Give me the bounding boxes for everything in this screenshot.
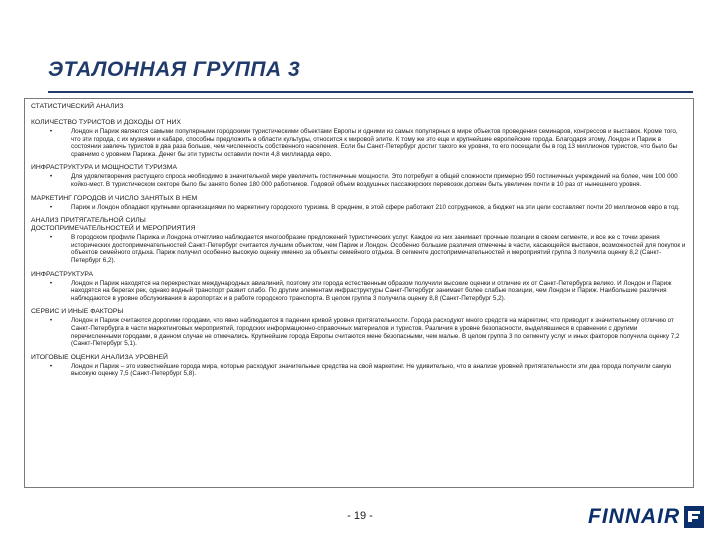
bullet-icon: •	[49, 128, 53, 135]
bullet-icon: •	[49, 279, 53, 287]
list-item	[31, 204, 687, 212]
section-text: Лондон и Париж являются самыми популярными городскими туристическими объектами Европы и одними из самых популярных в мире объектов проведения семинаров, конгрессов и выставок. Кроме того, что эти города, с их музеями и кабаре, способны предложить в области культуры, относится к мировой элите. К тому же это еще и крупнейшие европейские города. Благодаря этому, Лондон и Париж в состоянии завлечь туристов в два раза больше, чем численность собственного населения. Если бы Санкт-Петербург достиг такого же уровня, то его посещали бы в год 13 миллионов туристов, что было бы сравнимо с уровнем Парижа. Денег бы эти туристы оставили почти 4,8 миллиарда евро.	[71, 128, 678, 158]
bullet-icon: •	[49, 317, 53, 325]
title-divider	[48, 91, 693, 93]
section-infrastructure	[31, 271, 687, 303]
section-title: МАРКЕТИНГ ГОРОДОВ И ЧИСЛО ЗАНЯТЫХ В НЕМ	[31, 194, 198, 202]
logo-text: FINNAIR	[588, 505, 681, 528]
section-text: Париж и Лондон обладают крупными организациями по маркетингу городского туризма. В среднем, в этой сфере работают 210 сотрудников, а бюджет на эти цели составляет почти 20 миллионов евро в год.	[71, 203, 680, 211]
bullet-icon: •	[49, 234, 53, 242]
finnair-logo	[588, 505, 704, 529]
section-title: СЕРВИС И ИНЫЕ ФАКТОРЫ	[31, 308, 124, 316]
section-title: ИНФРАСТРУКТУРА	[31, 270, 94, 278]
finnair-flag-icon	[684, 506, 704, 528]
section-final-scores	[31, 354, 687, 378]
section-text: В городском профиле Парижа и Лондона отчетливо наблюдается многообразие предложений туристических услуг. Каждое из них занимает прочные позиции в своем сегменте, и все же с точки зрения исторических достопримечательностей Санкт-Петербург считается лучшим объектом, чем Париж и Лондон. Особенно большие различия отмечены в части, касающейся выставок, возможностей для покупок и объектов семейного отдыха. Париж получил особенно высокую оценку именно за объекты семейного отдыха. В сегменте достопримечательностей и мероприятий группа 3 получила оценку 8,2 (Санкт-Петербург 6,2).	[71, 234, 686, 264]
panel-title: СТАТИСТИЧЕСКИЙ АНАЛИЗ	[31, 103, 124, 110]
section-title: ИНФРАСТРУКТУРА И МОЩНОСТИ ТУРИЗМА	[31, 164, 177, 172]
bullet-icon: •	[49, 203, 53, 211]
section-text: Лондон и Париж считаются дорогими городами, что явно наблюдается в падении кривой уровня притягательности. Города расходуют много средств на маркетинг, что приводит к значительному отличию от Санкт-Петербурга в части маркетинговых мероприятий, городских информационно-справочных материалов и туристов. Различия в уровне безопасности, выделявшиеся в сравнении с другими перечисленными городами, в данном случае не отмечались. Крупнейшие города Европы считаются мене безопасными, чем малые. В целом группа 3 по сегменту услуг и иных факторов получила оценку 7,2 (Санкт-Петербург 5,1).	[71, 317, 680, 348]
section-service	[31, 308, 687, 347]
bullet-icon: •	[49, 362, 53, 370]
section-title: АНАЛИЗ ПРИТЯГАТЕЛЬНОЙ СИЛЫ ДОСТОПРИМЕЧАТЕЛЬНОСТЕЙ И МЕРОПРИЯТИЯ	[31, 217, 196, 233]
list-item	[31, 280, 687, 303]
section-infrastructure-capacity	[31, 164, 687, 188]
list-item	[31, 363, 687, 378]
list-item	[31, 317, 687, 347]
section-attractions	[31, 217, 687, 264]
bullet-icon: •	[49, 173, 53, 181]
section-city-marketing	[31, 195, 687, 212]
analysis-panel	[24, 98, 694, 488]
list-item	[31, 128, 687, 158]
page-title: ЭТАЛОННАЯ ГРУППА 3	[48, 58, 301, 81]
section-text: Для удовлетворения растущего спроса необходимо в значительной мере увеличить гостиничные мощности. Это потребует в общей сложности примерно 950 гостиничных учреждений на более, чем 100 000 койко-мест. В туристическом секторе было бы занято более 180 000 работников. Годовой объем воздушных пассажирских перевозок должен быть увеличен почти в 10 раз от нынешнего уровня.	[71, 173, 678, 188]
section-title: ИТОГОВЫЕ ОЦЕНКИ АНАЛИЗА УРОВНЕЙ	[31, 353, 168, 361]
list-item	[31, 234, 687, 264]
list-item	[31, 173, 687, 188]
page-number: - 19 -	[347, 510, 373, 522]
section-text: Лондон и Париж находятся на перекрестках международных авиалиний, поэтому эти города естественным образом получили высокие оценки и отличие их от Санкт-Петербурга велико. И Лондон и Париж находятся на берегах рек, однако водный транспорт развит слабо. По другим элементам инфраструктуры Санкт-Петербург занимает более слабые позиции, чем Лондон и Париж. Наибольшие различия наблюдаются в уровне обслуживания в аэропортах и в работе городского транспорта. В целом группа 3 получила оценку 8,8 (Санкт-Петербург 5,2).	[71, 279, 672, 302]
section-text: Лондон и Париж – это известнейшие города мира, которые расходуют значительные средства на свой маркетинг. Не удивительно, что в анализе уровней притягательности эти два города получили самую высокую оценку 7,5 (Санкт-Петербург 5,8).	[71, 362, 672, 378]
section-tourists-income	[31, 119, 687, 158]
section-title: КОЛИЧЕСТВО ТУРИСТОВ И ДОХОДЫ ОТ НИХ	[31, 119, 181, 126]
